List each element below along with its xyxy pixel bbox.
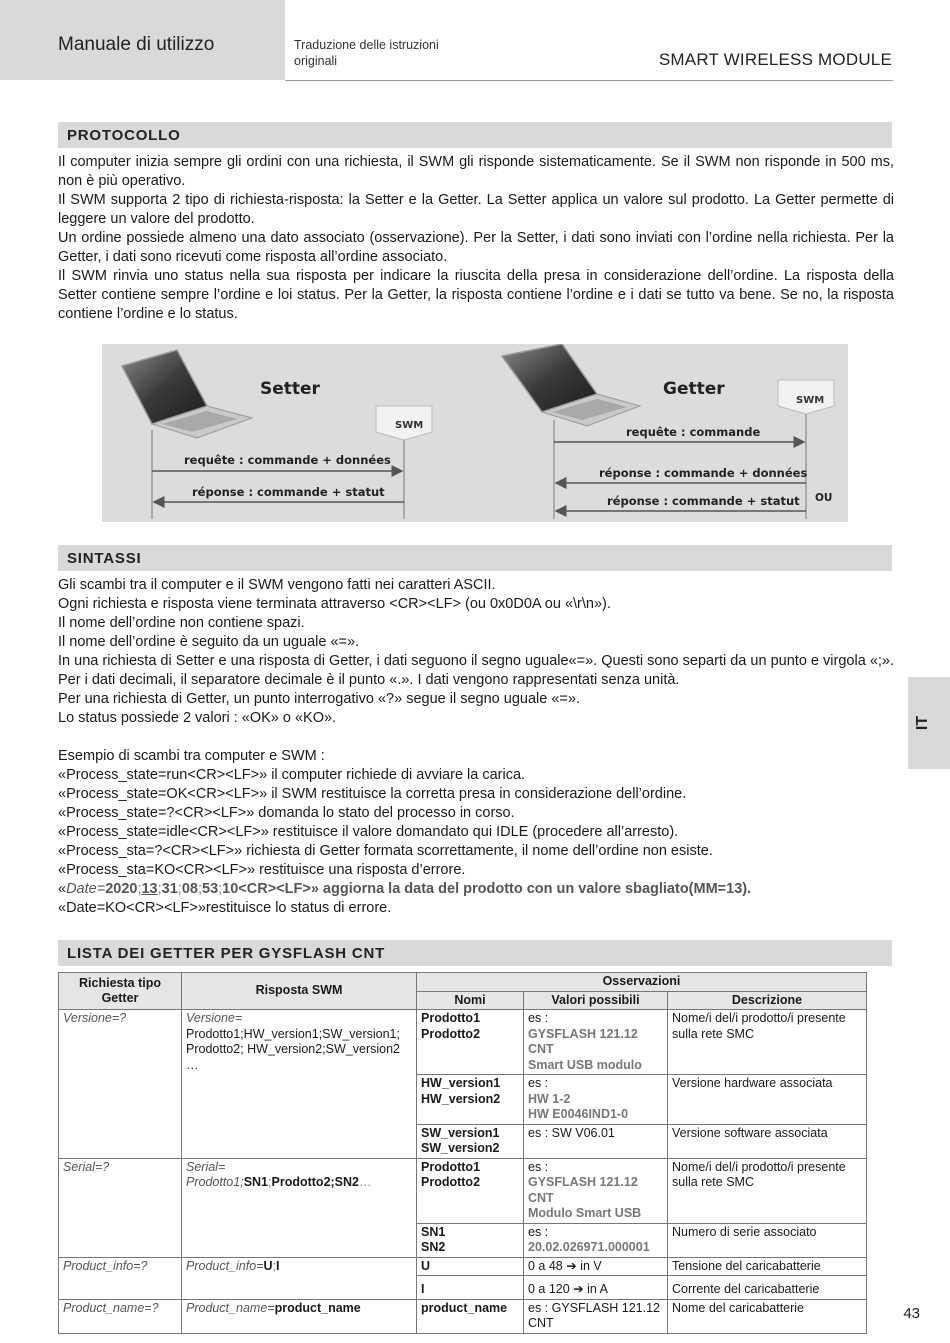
setter-response-label: réponse : commande + statut (192, 485, 385, 499)
description-cell: Nome del caricabatterie (668, 1299, 867, 1333)
example-line: «Process_state=?<CR><LF>» domanda lo stato del processo in corso. (58, 805, 515, 821)
example-line: «Process_state=idle<CR><LF>» restituisce il valore domandato qui IDLE (procedere all’arresto). (58, 824, 679, 840)
setter-getter-diagram (102, 344, 848, 522)
swm-label: SWM (395, 420, 424, 431)
paragraph: Il nome dell’ordine è seguito da un uguale «=». (58, 634, 360, 650)
names-cell: Prodotto1 Prodotto2 (417, 1010, 524, 1075)
table-row (59, 1158, 867, 1223)
request-cell: Product_info=? (59, 1257, 182, 1299)
getter-title: Getter (663, 379, 725, 399)
request-cell: Product_name=? (59, 1299, 182, 1333)
col-header-response: Risposta SWM (182, 973, 417, 1010)
table-header-row (59, 973, 867, 992)
request-cell: Serial=? (59, 1158, 182, 1257)
description-cell: Nome/i del/i prodotto/i presente sulla rete SMC (668, 1158, 867, 1223)
col-header-observations: Osservazioni (417, 973, 867, 992)
paragraph: Un ordine possiede almeno una dato associato (osservazione). Per la Setter, i dati sono inviati con l’ordine nella richiesta. Per la Getter, i dati sono ricevuti come risposta all’ordine associato. (58, 230, 894, 265)
section-title: LISTA DEI GETTER PER GYSFLASH CNT (67, 945, 386, 962)
response-cell: Serial= Prodotto1;SN1;Prodotto2;SN2… (182, 1158, 417, 1257)
values-cell: es : 20.02.026971.000001 (524, 1223, 668, 1257)
values-cell: es : SW V06.01 (524, 1124, 668, 1158)
section-sintassi (58, 545, 892, 571)
values-cell: 0 a 120 ➔ in A (524, 1276, 668, 1300)
response-cell: Versione= Prodotto1;HW_version1;SW_version1; Prodotto2; HW_version2;SW_version2 … (182, 1010, 417, 1159)
col-header-names: Nomi (417, 991, 524, 1010)
header-rule (285, 80, 893, 81)
request-cell: Versione=? (59, 1010, 182, 1159)
example-line: «Process_state=OK<CR><LF>» il SWM restituisce la corretta presa in considerazione dell’ordine. (58, 786, 687, 802)
description-cell: Versione hardware associata (668, 1075, 867, 1125)
manual-title: Manuale di utilizzo (58, 34, 215, 55)
table-row (59, 1257, 867, 1276)
example-line: «Process_sta=?<CR><LF>» richiesta di Getter formata scorrettamente, il nome dell’ordine non esiste. (58, 843, 713, 859)
getter-response-status-label: réponse : commande + statut (607, 494, 800, 508)
description-cell: Corrente del caricabatterie (668, 1276, 867, 1300)
values-cell: es : GYSFLASH 121.12 CNT Smart USB modulo (524, 1010, 668, 1075)
names-cell: SN1 SN2 (417, 1223, 524, 1257)
getter-table (58, 972, 867, 1334)
response-cell: Product_name=product_name (182, 1299, 417, 1333)
names-cell: I (417, 1276, 524, 1300)
paragraph: Per una richiesta di Getter, un punto interrogativo «?» segue il segno uguale «=». (58, 691, 580, 707)
paragraph: Ogni richiesta e risposta viene terminata attraverso <CR><LF> (ou 0x0D0A ou «\r\n»). (58, 596, 611, 612)
example-line: «Process_state=run<CR><LF>» il computer richiede di avviare la carica. (58, 767, 526, 783)
paragraph: Il SWM supporta 2 tipo di richiesta-risposta: la Setter e la Getter. La Setter applica un valore sul prodotto. La Getter permette di leggere un valore del prodotto. (58, 192, 894, 227)
getter-request-label: requête : commande (626, 425, 761, 439)
values-cell: 0 a 48 ➔ in V (524, 1257, 668, 1276)
names-cell: HW_version1 HW_version2 (417, 1075, 524, 1125)
swm-label: SWM (796, 395, 825, 406)
setter-title: Setter (260, 379, 320, 399)
values-cell: es : GYSFLASH 121.12 CNT Modulo Smart USB (524, 1158, 668, 1223)
sintassi-text (58, 576, 894, 918)
names-cell: product_name (417, 1299, 524, 1333)
paragraph: Il computer inizia sempre gli ordini con una richiesta, il SWM gli risponde sistematicamente. Se il SWM non risponde in 500 ms, non è più operativo. (58, 154, 894, 189)
description-cell: Nome/i del/i prodotto/i presente sulla rete SMC (668, 1010, 867, 1075)
getter-response-data-label: réponse : commande + données (599, 466, 808, 480)
col-header-values: Valori possibili (524, 991, 668, 1010)
names-cell: U (417, 1257, 524, 1276)
paragraph: Gli scambi tra il computer e il SWM vengono fatti nei caratteri ASCII. (58, 577, 496, 593)
paragraph: Il nome dell’ordine non contiene spazi. (58, 615, 305, 631)
section-lista-getter (58, 940, 892, 966)
example-line: «Date=KO<CR><LF>»restituisce lo status di errore. (58, 900, 392, 916)
protocollo-text (58, 153, 894, 324)
description-cell: Versione software associata (668, 1124, 867, 1158)
ou-label: OU (815, 492, 833, 504)
page-number: 43 (903, 1305, 920, 1322)
product-name: SMART WIRELESS MODULE (658, 50, 892, 69)
language-tab (908, 677, 950, 769)
setter-request-label: requête : commande + données (184, 453, 391, 467)
paragraph: Il SWM rinvia uno status nella sua risposta per indicare la riuscita della presa in considerazione dell’ordine. La risposta della Setter contiene sempre l’ordine e loi status. Per la Getter, la risposta contiene l’ordine e i dati se tutto va bene. Se no, la risposta contiene l’ordine e lo status. (58, 268, 894, 322)
swm-module-icon (376, 406, 432, 440)
example-line-date: «Date=2020;13;31;08;53;10<CR><LF>» aggiorna la data del prodotto con un valore sbagliato(MM=13). (58, 881, 752, 897)
section-title: PROTOCOLLO (67, 127, 181, 144)
response-cell: Product_info=U;I (182, 1257, 417, 1299)
paragraph: Lo status possiede 2 valori : «OK» o «KO». (58, 710, 337, 726)
paragraph: In una richiesta di Setter e una risposta di Getter, i dati seguono il segno uguale«=». Questi sono separti da un punto e virgola «;». Per i dati decimali, il separatore decimale è il punto «.». I dati vengono rappresentati senza unità. (58, 653, 894, 688)
values-cell: es : HW 1-2 HW E0046IND1-0 (524, 1075, 668, 1125)
spacer (58, 728, 894, 747)
values-cell: es : GYSFLASH 121.12 CNT (524, 1299, 668, 1333)
paragraph: Esempio di scambi tra computer e SWM : (58, 748, 325, 764)
section-protocollo (58, 122, 892, 148)
example-line: «Process_sta=KO<CR><LF>» restituisce una risposta d’errore. (58, 862, 466, 878)
table-row (59, 1010, 867, 1075)
names-cell: Prodotto1 Prodotto2 (417, 1158, 524, 1223)
section-title: SINTASSI (67, 550, 142, 567)
description-cell: Numero di serie associato (668, 1223, 867, 1257)
swm-module-icon (778, 380, 834, 414)
language-label: IT (914, 715, 932, 731)
names-cell: SW_version1 SW_version2 (417, 1124, 524, 1158)
description-cell: Tensione del caricabatterie (668, 1257, 867, 1276)
header-subtitle: Traduzione delle istruzioni originali (294, 38, 439, 68)
col-header-description: Descrizione (668, 991, 867, 1010)
col-header-request: Richiesta tipo Getter (59, 973, 182, 1010)
table-row (59, 1299, 867, 1333)
